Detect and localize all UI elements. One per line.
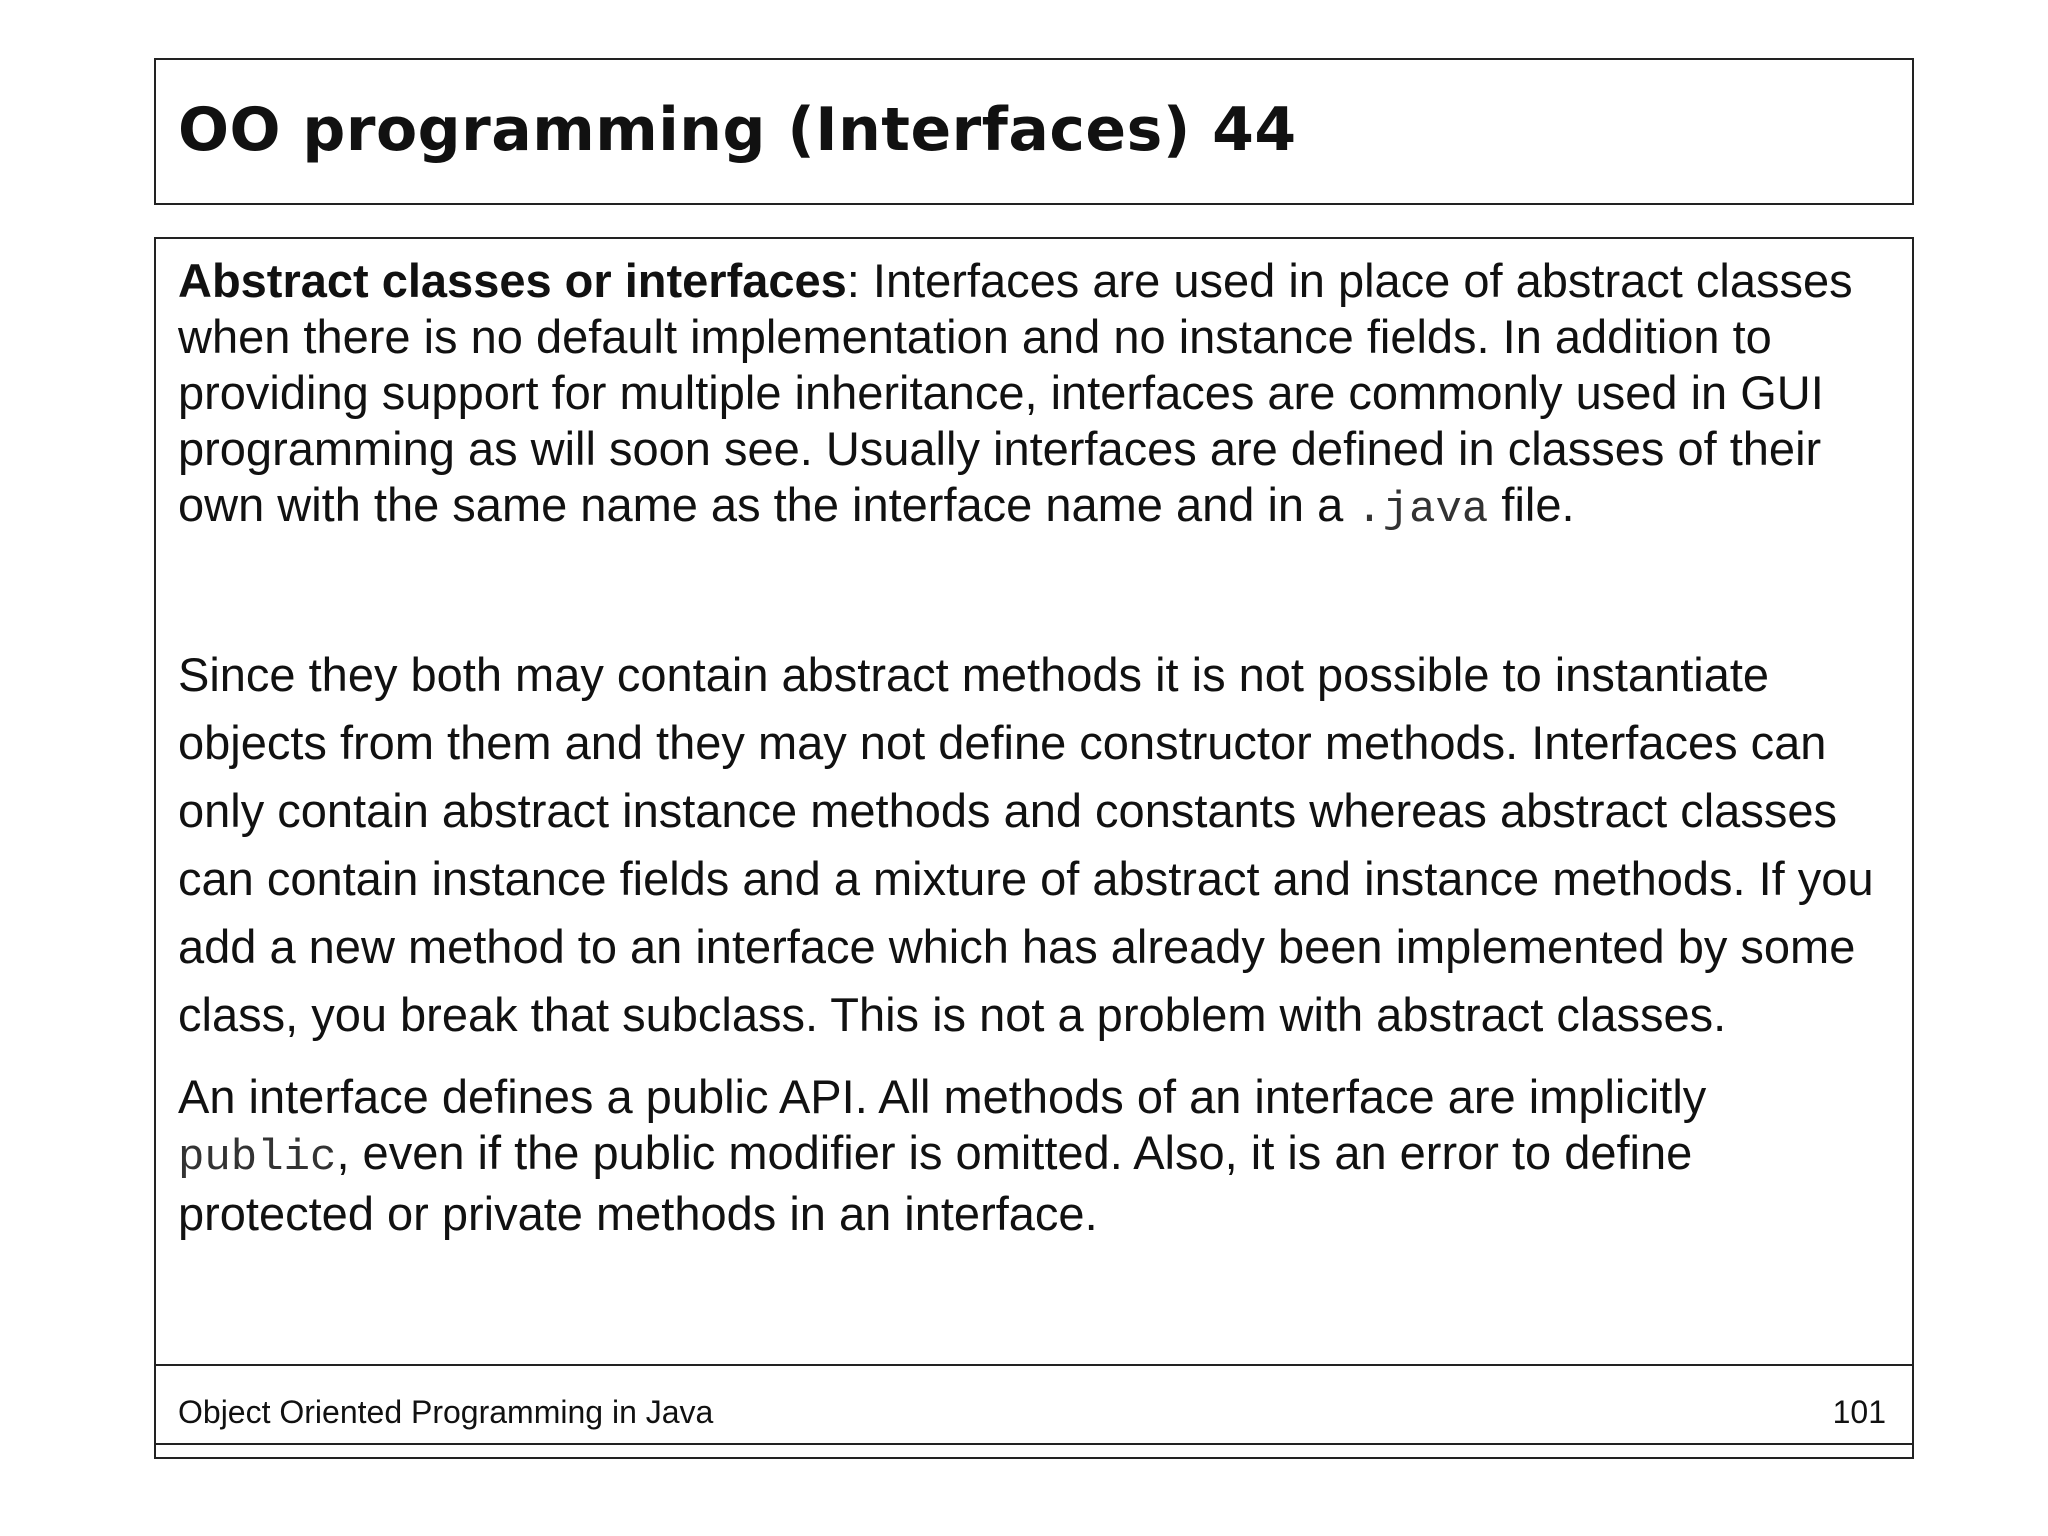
- title-box: [154, 58, 1914, 205]
- code-snippet: public: [178, 1133, 337, 1183]
- content-box: [154, 237, 1914, 1459]
- paragraph-abstract-vs-interfaces: [178, 253, 1890, 538]
- paragraph-public-api: [178, 1069, 1890, 1242]
- code-snippet: .java: [1356, 485, 1489, 535]
- paragraph-text: An interface defines a public API. All methods of an interface are implicitly: [178, 1070, 1707, 1123]
- paragraph-heading: Abstract classes or interfaces: [178, 254, 847, 307]
- bottom-rule: [154, 1443, 1914, 1445]
- footer-divider: [156, 1364, 1912, 1366]
- paragraph-text: file.: [1488, 478, 1575, 531]
- footer-course-title: Object Oriented Programming in Java: [178, 1394, 714, 1430]
- paragraph-instantiation: Since they both may contain abstract methods it is not possible to instantiate objects from them and they may not define constructor methods. Interfaces can only contain abstract instance methods and constants whereas abstract classes can contain instance fields and a mixture of abstract and instance methods. If you add a new method to an interface which has already been implemented by some class, you break that subclass. This is not a problem with abstract classes.: [178, 648, 1874, 1041]
- paragraph-text: , even if the public modifier is omitted. Also, it is an error to define protected or private methods in an interface.: [178, 1126, 1693, 1240]
- slide-title: OO programming (Interfaces) 44: [178, 95, 1297, 165]
- paragraph-text: : Interfaces are used in place of abstract classes when there is no default implementation and no instance fields. In addition to providing support for multiple inheritance, interfaces are commonly used in GUI programming as will soon see. Usually interfaces are defined in classes of their own with the same name as the interface name and in a: [178, 254, 1853, 531]
- page-number: 101: [1832, 1394, 1886, 1430]
